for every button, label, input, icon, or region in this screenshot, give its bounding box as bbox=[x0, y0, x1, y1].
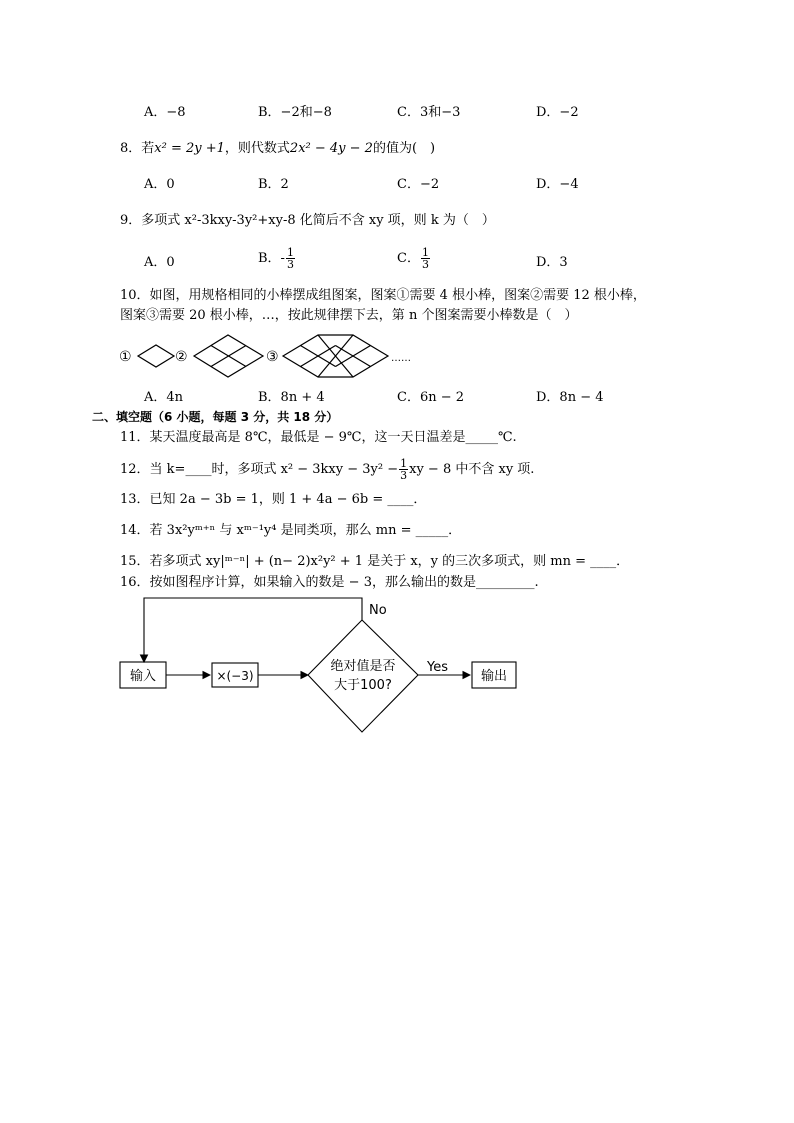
q16-text: 16．按如图程序计算，如果输入的数是 − 3，那么输出的数是_________. bbox=[120, 575, 539, 590]
q12-fraction bbox=[399, 458, 408, 481]
q10-option-c: C．6n − 2 bbox=[397, 390, 465, 405]
q9-option-c-label: C． bbox=[397, 251, 420, 266]
q10-option-a: A．4n bbox=[144, 390, 184, 405]
q7-option-a: A．−8 bbox=[144, 105, 186, 120]
q9-stem: 9．多项式 x²-3kxy-3y²+xy-8 化简后不含 xy 项，则 k 为（ ） bbox=[120, 213, 495, 228]
q9-option-c bbox=[397, 247, 431, 270]
fraction-denominator: 3 bbox=[286, 258, 294, 271]
q11-text: 11．某天温度最高是 8℃，最低是 − 9℃，这一天日温差是_____℃. bbox=[120, 430, 517, 445]
fraction-numerator: 1 bbox=[421, 246, 429, 259]
decision-line-2: 大于100? bbox=[334, 678, 392, 693]
input-label: 输入 bbox=[129, 669, 157, 684]
q10-line1: 10．如图，用规格相同的小棒摆成组图案，图案①需要 4 根小棒，图案②需要 12 根小棒， bbox=[120, 288, 646, 303]
q9-option-b bbox=[258, 247, 296, 270]
q15-text: 15．若多项式 xy|ᵐ⁻ⁿ| + (n− 2)x²y² + 1 是关于 x，y 的三次多项式，则 mn = ____． bbox=[120, 554, 630, 569]
q16-flowchart bbox=[110, 590, 530, 740]
section-2-title: 二、填空题（6 小题，每题 3 分，共 18 分） bbox=[92, 410, 339, 424]
fraction-numerator: 1 bbox=[286, 246, 294, 259]
pattern-label-2: ② bbox=[175, 349, 188, 365]
yes-label: Yes bbox=[427, 660, 448, 675]
feedback-arrow bbox=[144, 598, 362, 662]
q7-option-b: B．−2和−8 bbox=[258, 105, 332, 120]
q8-stem-c: ，则代数式 bbox=[224, 141, 290, 156]
pattern-2-rhombi bbox=[194, 335, 263, 377]
q12-text-b: xy − 8 中不含 xy 项. bbox=[409, 462, 535, 477]
operation-label: ×(−3) bbox=[216, 669, 254, 683]
q7-option-c: C．3和−3 bbox=[397, 105, 461, 120]
q12-text bbox=[120, 458, 534, 481]
fraction-numerator: 1 bbox=[400, 457, 408, 470]
q8-expression: 2x² − 4y − 2 bbox=[289, 141, 373, 156]
decision-diamond bbox=[308, 620, 418, 732]
pattern-label-3: ③ bbox=[266, 349, 279, 365]
fraction-denominator: 3 bbox=[421, 258, 429, 271]
pattern-3-rhombi bbox=[283, 335, 388, 377]
q7-option-d: D．−2 bbox=[536, 105, 579, 120]
q9-option-b-label: B．- bbox=[258, 251, 285, 266]
q10-line2: 图案③需要 20 根小棒，…，按此规律摆下去，第 n 个图案需要小棒数是（ ） bbox=[120, 308, 578, 323]
pattern-label-1: ① bbox=[119, 349, 132, 365]
q8-option-a: A．0 bbox=[144, 177, 175, 192]
q9-option-d: D．3 bbox=[536, 255, 568, 270]
q8-stem-a: 8．若 bbox=[120, 141, 155, 156]
pattern-ellipsis: …… bbox=[391, 353, 411, 364]
q9-option-b-fraction bbox=[286, 247, 295, 270]
q8-option-b: B．2 bbox=[258, 177, 289, 192]
q9-option-a: A．0 bbox=[144, 255, 175, 270]
q8-stem bbox=[120, 141, 435, 157]
q8-equation: x² = 2y +1 bbox=[154, 141, 225, 156]
q14-text: 14．若 3x²yᵐ⁺ⁿ 与 xᵐ⁻¹y⁴ 是同类项，那么 mn = _____． bbox=[120, 523, 462, 538]
q10-option-b: B．8n + 4 bbox=[258, 390, 325, 405]
pattern-1-rhombus bbox=[138, 345, 174, 367]
q10-pattern-figure bbox=[118, 332, 428, 380]
q10-option-d: D．8n − 4 bbox=[536, 390, 604, 405]
q8-option-c: C．−2 bbox=[397, 177, 440, 192]
q8-option-d: D．−4 bbox=[536, 177, 579, 192]
no-label: No bbox=[369, 603, 387, 618]
q13-text: 13．已知 2a − 3b = 1，则 1 + 4a − 6b = ____． bbox=[120, 492, 427, 507]
q12-text-a: 12．当 k=____时，多项式 x² − 3kxy − 3y² − bbox=[120, 462, 399, 477]
q8-stem-e: 的值为( ) bbox=[372, 141, 436, 156]
fraction-denominator: 3 bbox=[400, 469, 408, 482]
q9-option-c-fraction bbox=[421, 247, 430, 270]
decision-line-1: 绝对值是否 bbox=[330, 659, 396, 674]
output-label: 输出 bbox=[480, 669, 508, 684]
